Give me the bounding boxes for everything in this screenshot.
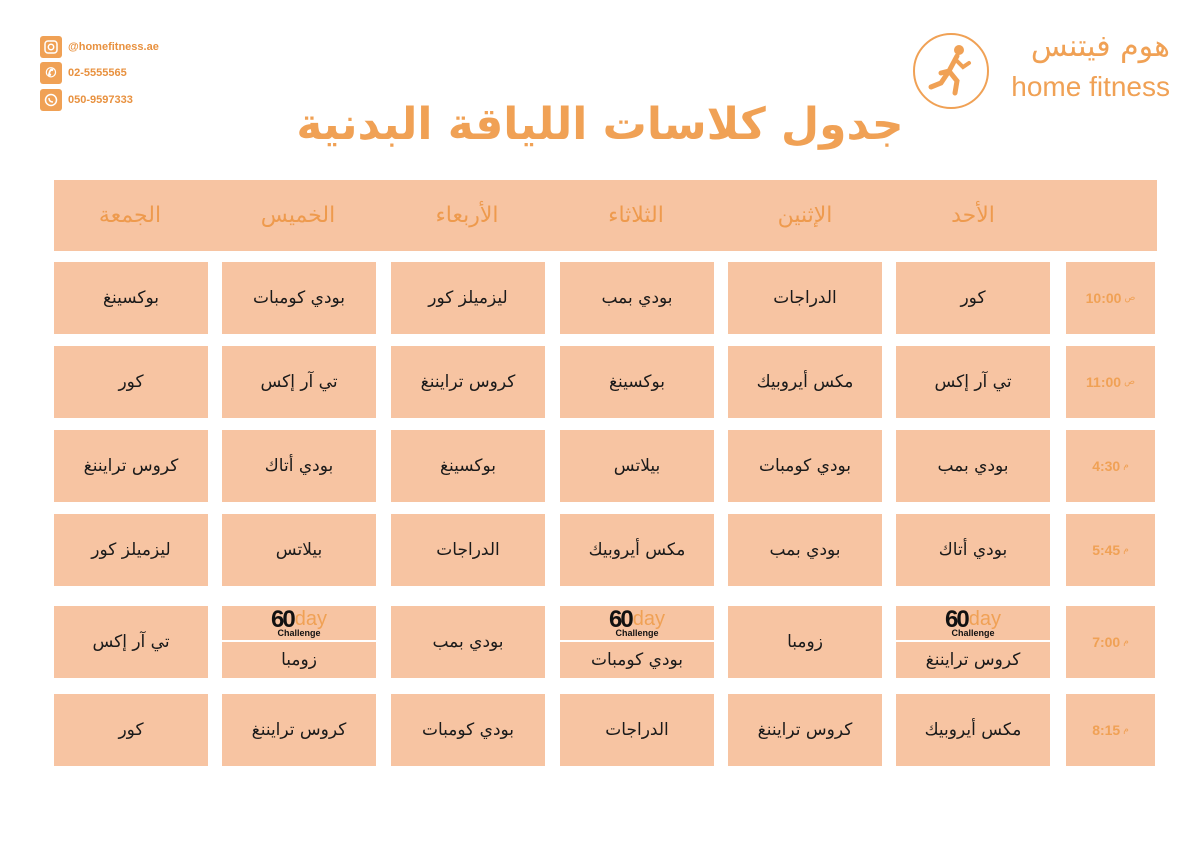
class-name: ليزميلز كور <box>428 288 508 308</box>
class-name: زومبا <box>787 632 823 652</box>
contact-phone[interactable] <box>40 62 127 84</box>
badge-day: day <box>632 608 665 630</box>
class-cell[interactable] <box>54 262 208 334</box>
class-name: زومبا <box>281 650 317 670</box>
day-monday: الإثنين <box>777 203 833 228</box>
class-name: بيلاتس <box>275 540 323 560</box>
time-period: ص <box>1124 293 1136 303</box>
class-cell[interactable] <box>560 606 714 678</box>
class-cell[interactable] <box>391 262 545 334</box>
time-period: م <box>1123 725 1129 735</box>
class-name: بيلاتس <box>613 456 661 476</box>
class-cell[interactable] <box>560 262 714 334</box>
brand-name-arabic: هوم فيتنس <box>1030 29 1170 64</box>
time-period: م <box>1123 545 1129 555</box>
class-name: مكس أيروبيك <box>756 372 854 392</box>
class-name: كور <box>960 288 986 308</box>
class-cell[interactable] <box>391 430 545 502</box>
time-value: 4:30 <box>1092 458 1121 474</box>
time-value: 5:45 <box>1092 542 1121 558</box>
60-day-challenge-badge <box>222 606 376 642</box>
class-name: مكس أيروبيك <box>924 720 1022 740</box>
day-thursday: الخميس <box>260 203 336 228</box>
whatsapp-icon <box>40 89 62 111</box>
class-cell[interactable] <box>560 514 714 586</box>
class-cell[interactable] <box>728 694 882 766</box>
class-cell[interactable] <box>54 514 208 586</box>
badge-challenge: Challenge <box>277 628 321 638</box>
class-name: بودي كومبات <box>252 288 346 308</box>
class-cell[interactable] <box>222 514 376 586</box>
time-period: م <box>1123 637 1129 647</box>
brand-name-english: home fitness <box>1011 71 1170 102</box>
whatsapp-number: 050-9597333 <box>68 94 133 106</box>
class-name: بوكسينغ <box>439 456 497 476</box>
class-cell[interactable] <box>222 346 376 418</box>
class-name: الدراجات <box>773 288 837 308</box>
time-period: م <box>1123 461 1129 471</box>
time-value: 10:00 <box>1085 290 1122 306</box>
badge-day: day <box>968 608 1001 630</box>
class-cell[interactable] <box>54 346 208 418</box>
badge-number: 60 <box>945 606 968 633</box>
contact-instagram[interactable] <box>40 36 159 58</box>
class-cell[interactable] <box>54 430 208 502</box>
page-title: جدول كلاسات اللياقة البدنية <box>296 99 904 150</box>
class-cell[interactable] <box>560 430 714 502</box>
class-name: كروس ترايننغ <box>420 372 516 392</box>
badge-challenge: Challenge <box>615 628 659 638</box>
time-slot <box>1066 346 1155 418</box>
class-name: كروس ترايننغ <box>83 456 179 476</box>
class-name: بودي كومبات <box>590 650 684 670</box>
time-value: 11:00 <box>1086 374 1122 390</box>
time-slot <box>1066 262 1155 334</box>
class-name: بودي بمب <box>937 456 1009 476</box>
class-cell[interactable] <box>222 606 376 678</box>
class-cell[interactable] <box>896 694 1050 766</box>
class-name: تي آر إكس <box>934 372 1012 392</box>
class-cell[interactable] <box>391 346 545 418</box>
class-cell[interactable] <box>896 262 1050 334</box>
class-cell[interactable] <box>728 606 882 678</box>
badge-day: day <box>294 608 327 630</box>
phone-icon: ✆ <box>40 62 62 84</box>
class-name: بودي أتاك <box>264 456 334 476</box>
class-cell[interactable] <box>391 694 545 766</box>
class-name: بوكسينغ <box>608 372 666 392</box>
day-friday: الجمعة <box>98 203 162 228</box>
class-cell[interactable] <box>728 514 882 586</box>
class-name: بودي كومبات <box>758 456 852 476</box>
time-value: 8:15 <box>1092 722 1121 738</box>
class-cell[interactable] <box>896 430 1050 502</box>
class-cell[interactable] <box>560 694 714 766</box>
class-name: كور <box>118 372 144 392</box>
class-name: بودي كومبات <box>421 720 515 740</box>
badge-number: 60 <box>271 606 294 633</box>
class-name: الدراجات <box>605 720 669 740</box>
class-cell[interactable] <box>896 606 1050 678</box>
phone-number: 02-5555565 <box>68 67 127 79</box>
day-tuesday: الثلاثاء <box>608 203 664 228</box>
badge-number: 60 <box>609 606 632 633</box>
class-cell[interactable] <box>728 430 882 502</box>
class-name: بودي بمب <box>432 632 504 652</box>
class-name: كروس ترايننغ <box>757 720 853 740</box>
time-slot <box>1066 606 1155 678</box>
class-name: كور <box>118 720 144 740</box>
badge-challenge: Challenge <box>951 628 995 638</box>
class-name: بوكسينغ <box>102 288 160 308</box>
class-name: ليزميلز كور <box>91 540 171 560</box>
class-name: بودي أتاك <box>938 540 1008 560</box>
class-cell[interactable] <box>728 346 882 418</box>
class-cell[interactable] <box>896 514 1050 586</box>
day-wednesday: الأربعاء <box>435 203 499 228</box>
class-cell[interactable] <box>54 694 208 766</box>
day-sunday: الأحد <box>951 203 995 228</box>
contact-whatsapp[interactable] <box>40 89 133 111</box>
class-name: كروس ترايننغ <box>925 650 1021 670</box>
class-name: بودي بمب <box>601 288 673 308</box>
class-cell[interactable] <box>728 262 882 334</box>
time-period: ص <box>1124 377 1135 387</box>
class-name: كروس ترايننغ <box>251 720 347 740</box>
class-cell[interactable] <box>391 606 545 678</box>
class-name: الدراجات <box>436 540 500 560</box>
class-name: تي آر إكس <box>260 372 338 392</box>
60-day-challenge-badge <box>896 606 1050 642</box>
class-cell[interactable] <box>896 346 1050 418</box>
class-cell[interactable] <box>222 430 376 502</box>
class-name: بودي بمب <box>769 540 841 560</box>
class-name: تي آر إكس <box>92 632 170 652</box>
time-slot <box>1066 514 1155 586</box>
instagram-icon <box>40 36 62 58</box>
time-slot <box>1066 694 1155 766</box>
class-cell[interactable] <box>560 346 714 418</box>
class-name: مكس أيروبيك <box>588 540 686 560</box>
class-cell[interactable] <box>222 694 376 766</box>
60-day-challenge-badge <box>560 606 714 642</box>
time-slot <box>1066 430 1155 502</box>
class-cell[interactable] <box>54 606 208 678</box>
time-value: 7:00 <box>1092 634 1121 650</box>
class-cell[interactable] <box>391 514 545 586</box>
instagram-handle: @homefitness.ae <box>68 41 159 53</box>
class-cell[interactable] <box>222 262 376 334</box>
